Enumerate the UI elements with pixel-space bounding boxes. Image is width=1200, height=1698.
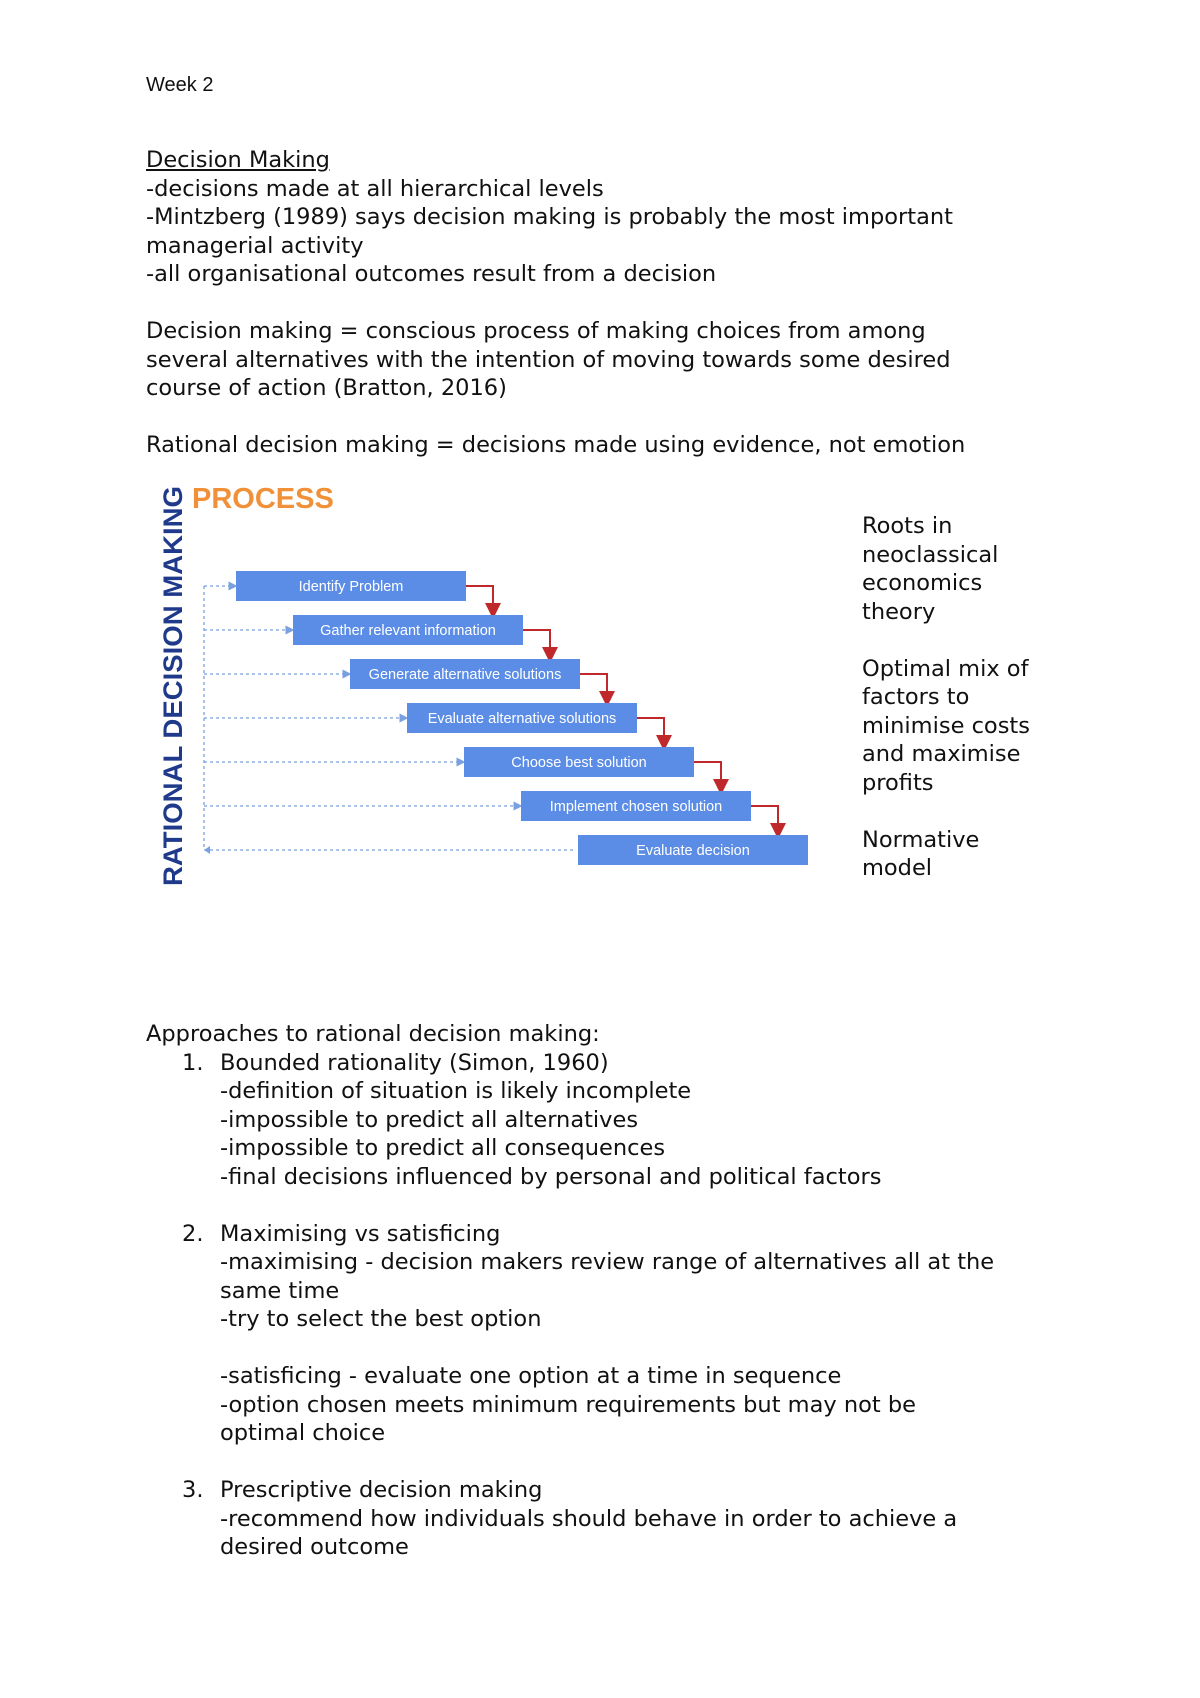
- process-step-label: Evaluate alternative solutions: [427, 711, 617, 727]
- page-header: Week 2: [146, 74, 214, 96]
- approach-item-3: [146, 1476, 994, 1562]
- vertical-diagram-title: RATIONAL DECISION MAKING: [158, 493, 188, 886]
- side-note-line: factors to: [862, 684, 970, 710]
- item-line: -definition of situation is likely incomplete: [220, 1078, 692, 1104]
- item-line: -try to select the best option: [220, 1306, 542, 1332]
- intro-line: -Mintzberg (1989) says decision making is probably the most important: [146, 204, 953, 230]
- side-note-line: theory: [862, 598, 936, 625]
- diagram-steps: [204, 571, 808, 865]
- process-step-label: Implement chosen solution: [549, 799, 723, 815]
- process-step-label: Generate alternative solutions: [368, 667, 562, 683]
- item-line: Maximising vs satisficing: [220, 1220, 501, 1247]
- side-note-line: Optimal mix of: [862, 655, 1029, 682]
- spacer: [146, 1448, 994, 1477]
- item-line: optimal choice: [220, 1420, 386, 1446]
- definition-line: several alternatives with the intention of moving towards some desired: [146, 346, 951, 373]
- side-note-line: profits: [862, 769, 934, 796]
- side-note-line: Normative: [862, 826, 980, 853]
- spacer: [146, 289, 965, 318]
- spacer: [220, 1334, 994, 1363]
- item-number: 3.: [182, 1477, 204, 1503]
- item-line: -maximising - decision makers review range of alternatives all at the: [220, 1249, 995, 1275]
- process-step-label: Identify Problem: [298, 579, 404, 595]
- rational-definition: Rational decision making = decisions made using evidence, not emotion: [146, 432, 966, 458]
- spacer: [862, 797, 1030, 826]
- spacer: [862, 626, 1030, 655]
- intro-section: [146, 146, 965, 460]
- side-note-line: and maximise: [862, 741, 1021, 767]
- approaches-section: [146, 1020, 994, 1562]
- intro-line: managerial activity: [146, 232, 364, 259]
- item-number: 1.: [182, 1049, 204, 1076]
- approach-item-2: [146, 1220, 994, 1448]
- side-note-line: economics: [862, 570, 983, 596]
- item-line: desired outcome: [220, 1534, 409, 1560]
- item-line: same time: [220, 1277, 340, 1304]
- side-note-line: Roots in: [862, 513, 953, 539]
- spacer: [146, 403, 965, 432]
- item-number: 2.: [182, 1220, 204, 1247]
- approach-item-1: [146, 1049, 994, 1192]
- intro-line: -decisions made at all hierarchical levels: [146, 175, 604, 202]
- item-line: -impossible to predict all consequences: [220, 1135, 666, 1161]
- feedback-arrowhead-icon: [204, 846, 210, 854]
- process-title: PROCESS: [192, 483, 334, 515]
- item-line: Bounded rationality (Simon, 1960): [220, 1049, 609, 1076]
- item-line: -option chosen meets minimum requirements but may not be: [220, 1391, 916, 1418]
- side-note-line: model: [862, 855, 933, 881]
- process-step-label: Gather relevant information: [320, 623, 496, 639]
- side-note-line: minimise costs: [862, 712, 1030, 739]
- process-step-label: Choose best solution: [511, 755, 647, 771]
- approaches-heading: Approaches to rational decision making:: [146, 1021, 600, 1047]
- item-line: -satisficing - evaluate one option at a time in sequence: [220, 1363, 842, 1389]
- item-line: -recommend how individuals should behave in order to achieve a: [220, 1505, 958, 1532]
- rational-decision-diagram: [146, 474, 846, 894]
- side-notes: [862, 512, 1030, 883]
- side-note-line: neoclassical: [862, 541, 999, 568]
- process-step-label: Evaluate decision: [636, 843, 750, 859]
- item-line: Prescriptive decision making: [220, 1477, 543, 1503]
- intro-line: -all organisational outcomes result from a decision: [146, 261, 717, 287]
- section-heading: Decision Making: [146, 147, 330, 173]
- spacer: [146, 1191, 994, 1220]
- item-line: -impossible to predict all alternatives: [220, 1106, 639, 1133]
- definition-line: Decision making = conscious process of making choices from among: [146, 318, 926, 344]
- definition-line: course of action (Bratton, 2016): [146, 375, 507, 401]
- item-line: -final decisions influenced by personal and political factors: [220, 1163, 882, 1190]
